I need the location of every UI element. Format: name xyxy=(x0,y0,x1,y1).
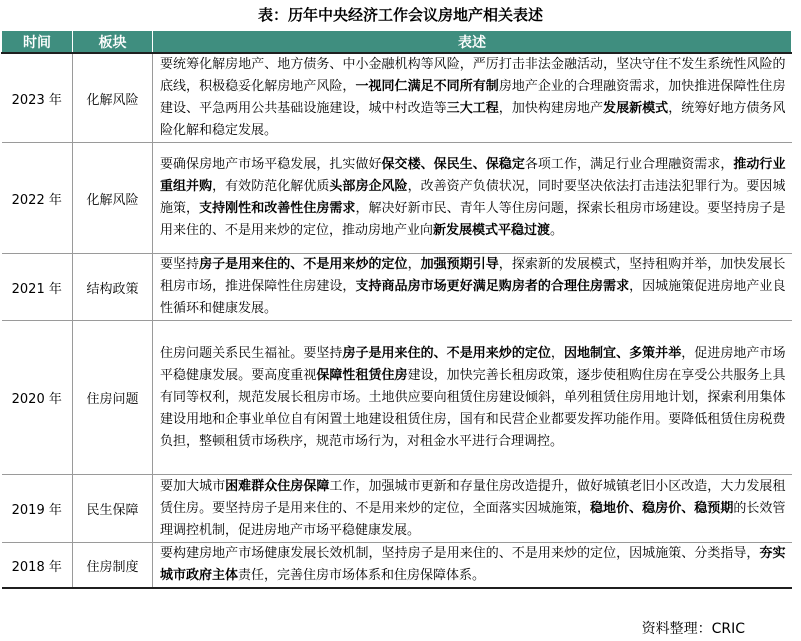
statement-text: 要确保房地产市场平稳发展，扎实做好 xyxy=(160,157,382,172)
statement-emphasis: 稳地价、稳房价、稳预期 xyxy=(590,500,734,516)
statement-emphasis: 保交楼、保民生、保稳定 xyxy=(381,157,525,172)
statement-emphasis: 一视同仁满足不同所有制 xyxy=(355,79,499,94)
statement-text: 要加大城市 xyxy=(160,478,226,494)
statement-text: 工作，加强城市更新和存量住房改造提升，做好城镇老旧小区改造，大力发展租赁住房。要坚持房子是用来住的、不是用来炒的定位，全面落实因城施策， xyxy=(160,478,786,516)
statement-emphasis: 支持刚性和改善性住房需求 xyxy=(199,201,356,216)
statement-cell xyxy=(153,543,792,589)
statement-text: 。 xyxy=(550,223,564,238)
statement-emphasis: 支持商品房市场更好满足购房者的合理住房需求 xyxy=(355,279,630,294)
year-cell: 2023 年 xyxy=(2,53,73,143)
statement-text: 的长效管理调控机制，促进房地产市场平稳健康发展。 xyxy=(160,500,786,538)
statement-text: 要统筹化解房地产、地方债务、中小金融机构等风险，严厉打击非法金融活动，坚决守住不发生系统性风险的底线，积极稳妥化解房地产风险， xyxy=(160,57,786,94)
statement-emphasis: 头部房企风险 xyxy=(329,179,408,194)
statement-emphasis: 加强预期引导 xyxy=(420,257,499,272)
table-row xyxy=(2,543,792,589)
statement-text: ，探索新的发展模式，坚持租购并举，加快发展长租房市场，推进保障性住房建设， xyxy=(160,257,786,294)
statement-cell xyxy=(153,254,792,321)
statement-text: 房地产企业的合理融资需求，加快推进保障性住房建设、平急两用公共基础设施建设，城中村改造等 xyxy=(160,79,786,116)
table-header-row xyxy=(2,31,792,53)
statement-emphasis: 夯实城市政府主体 xyxy=(160,546,786,583)
header-time: 时间 xyxy=(2,31,73,53)
table-row xyxy=(2,143,792,254)
statement-emphasis: 房子是用来住的、不是用来炒的定位 xyxy=(199,257,408,272)
statement-text: ，改善资产负债状况，同时要坚决依法打击违法犯罪行为。要因城施策， xyxy=(160,179,786,216)
statement-cell xyxy=(153,475,792,543)
table-row xyxy=(2,254,792,321)
year-cell: 2020 年 xyxy=(2,321,73,475)
statement-emphasis: 保障性租赁住房 xyxy=(316,367,408,383)
source-note: 资料整理：CRIC xyxy=(641,621,745,637)
year-cell: 2018 年 xyxy=(2,543,73,589)
statement-emphasis: 发展新模式 xyxy=(603,101,669,116)
section-cell: 住房问题 xyxy=(73,321,153,475)
table-row xyxy=(2,53,792,143)
statement-text: 要构建房地产市场健康发展长效机制，坚持房子是用来住的、不是用来炒的定位，因城施策、分类指导， xyxy=(160,546,760,561)
year-cell: 2022 年 xyxy=(2,143,73,254)
statement-emphasis: 新发展模式平稳过渡 xyxy=(433,223,551,238)
year-cell: 2019 年 xyxy=(2,475,73,543)
statement-text: ，统筹好地方债务风险化解和稳定发展。 xyxy=(160,101,786,138)
statement-emphasis: 三大工程 xyxy=(446,101,499,116)
statement-text: 责任，完善住房市场体系和住房保障体系。 xyxy=(238,568,486,583)
header-section: 板块 xyxy=(73,31,153,53)
statement-cell xyxy=(153,53,792,143)
year-cell: 2021 年 xyxy=(2,254,73,321)
statement-text: ，解决好新市民、青年人等住房问题，探索长租房市场建设。要坚持房子是用来住的、不是用来炒的定位，推动房地产业向 xyxy=(160,201,786,238)
statement-text: ， xyxy=(407,257,421,272)
statement-cell xyxy=(153,143,792,254)
statement-emphasis: 房子是用来住的、不是用来炒的定位 xyxy=(342,345,551,361)
table-title: 表：历年中央经济工作会议房地产相关表述 xyxy=(257,6,543,24)
statement-text: ，促进房地产市场平稳健康发展。要高度重视 xyxy=(160,345,786,383)
statement-text: 各项工作，满足行业合理融资需求， xyxy=(524,157,734,172)
section-cell: 结构政策 xyxy=(73,254,153,321)
table-row xyxy=(2,321,792,475)
statement-text: ，有效防范化解优质 xyxy=(212,179,330,194)
statement-text: 住房问题关系民生福祉。要坚持 xyxy=(160,345,343,361)
statement-cell xyxy=(153,321,792,475)
statement-text: 要坚持 xyxy=(160,257,200,272)
section-cell: 住房制度 xyxy=(73,543,153,589)
statement-text: ，因城施策促进房地产业良性循环和健康发展。 xyxy=(160,279,786,316)
policy-table xyxy=(1,31,792,589)
section-cell: 化解风险 xyxy=(73,53,153,143)
section-cell: 民生保障 xyxy=(73,475,153,543)
header-statement: 表述 xyxy=(153,31,792,53)
table-row xyxy=(2,475,792,543)
statement-text: 建设，加快完善长租房政策，逐步使租购住房在享受公共服务上具有同等权利，规范发展长租房市场。土地供应要向租赁住房建设倾斜，单列租赁住房用地计划，探索利用集体建设用地和企事业单位自有闲置土地建设租赁住房，国有和民营企业都要发挥功能作用。要降低租赁住房税费负担，整顿租赁市场秩序，规范市场行为，对租金水平进行合理调控。 xyxy=(160,367,786,449)
section-cell: 化解风险 xyxy=(73,143,153,254)
statement-emphasis: 困难群众住房保障 xyxy=(225,478,330,494)
statement-text: ， xyxy=(550,345,564,361)
statement-emphasis: 推动行业重组并购 xyxy=(160,157,786,194)
statement-emphasis: 因地制宜、多策并举 xyxy=(563,345,682,361)
statement-text: ，加快构建房地产 xyxy=(498,101,604,116)
